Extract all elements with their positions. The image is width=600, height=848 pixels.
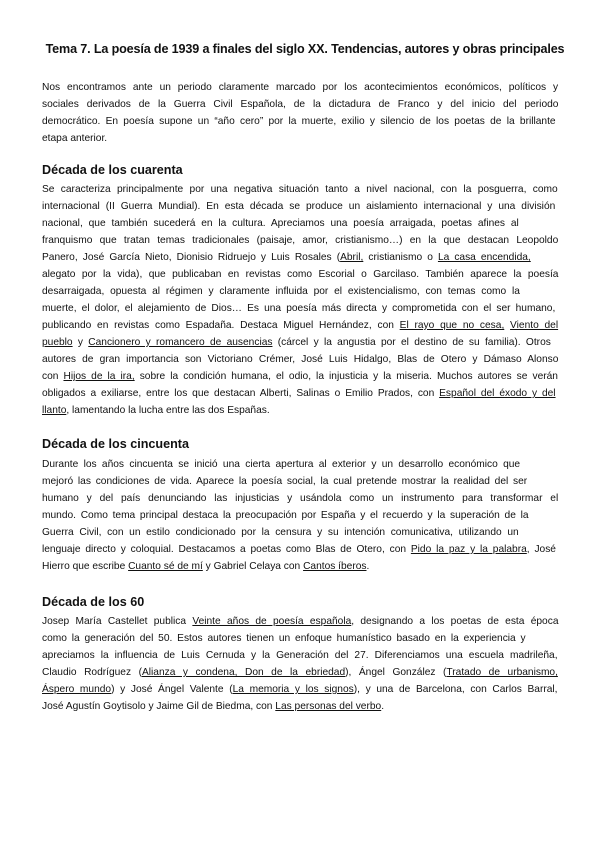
book-title: Veinte años de poesía española — [192, 616, 352, 627]
text-line: Josep María Castellet publica Veinte años de poesía española, designando a los poetas de esta época — [42, 616, 559, 627]
text-line: Durante los años cincuenta se inició una cierta apertura al exterior y un desarrollo económico que — [42, 459, 521, 470]
section-heading-cincuenta: Década de los cincuenta — [42, 437, 189, 451]
book-title: El rayo que no cesa, — [399, 320, 505, 331]
book-title: Alianza y condena, Don de la ebriedad — [141, 667, 346, 678]
book-title: Tratado de urbanismo, — [446, 667, 558, 678]
book-title: pueblo — [42, 337, 73, 348]
section-heading-cuarenta: Década de los cuarenta — [42, 163, 183, 177]
text-line: internacional (II Guerra Mundial). En esta década se produce un aislamiento internacional y una división — [42, 201, 556, 212]
book-title: Viento del — [510, 320, 559, 331]
book-title: Español del éxodo y del — [439, 388, 556, 399]
text-line: con Hijos de la ira, sobre la condición humana, el odio, la injusticia y la miseria. Muchos autores se verán — [42, 371, 558, 382]
text-line: humano y del país denunciando las injusticias y usándola como un instrumento para transformar el — [42, 493, 559, 504]
text-line: Panero, José García Nieto, Dionisio Ridruejo y Luis Rosales (Abril, cristianismo o La casa encendida, — [42, 252, 531, 263]
text-line: muerte, el dolor, el alejamiento de Dios… Es una poesía más directa y comprometida con el ser humano, — [42, 303, 556, 314]
text-line: democrático. En poesía supone un “año cero” por la muerte, exilio y silencio de los poetas de la brillante — [42, 116, 556, 127]
text-line: apreciamos la influencia de Luis Cernuda y la Generación del 27. Diferenciamos una escuela madrileña, — [42, 650, 558, 661]
text-line: mejoró las condiciones de vida. Aparece la poesía social, la cual pretende mostrar la realidad del ser — [42, 476, 528, 487]
book-title: Pido la paz y la palabra — [410, 544, 527, 555]
intro-paragraph — [42, 79, 558, 147]
book-title: La memoria y los signos — [232, 684, 354, 695]
text-line: como la generación del 50. Estos autores tienen un enfoque humanístico basado en la experiencia y — [42, 633, 526, 644]
book-title: La casa encendida, — [437, 252, 531, 263]
text-line: desarraigada, opuesta al régimen y claramente influida por el existencialismo, con temas como la — [42, 286, 520, 297]
text-line: Claudio Rodríguez (Alianza y condena, Don de la ebriedad), Ángel González (Tratado de urbanismo, — [42, 667, 558, 678]
book-title: Cantos íberos — [303, 561, 367, 572]
text-line: Áspero mundo) y José Ángel Valente (La memoria y los signos), y una de Barcelona, con Carlos Barral, — [42, 684, 558, 695]
text-line: llanto, lamentando la lucha entre las dos Españas. — [42, 405, 270, 416]
book-title: llanto — [42, 405, 67, 416]
text-line: obligados a exiliarse, entre los que destacan Alberti, Salinas o Emilio Prados, con Español del éxodo y del — [42, 388, 556, 399]
text-line: nacional, que también sucederá en la cultura. Apreciamos una poesía arraigada, poetas afines al — [42, 218, 519, 229]
text-line: autores de gran importancia son Victoriano Crémer, José Luis Hidalgo, Blas de Otero y Dámaso Alonso — [42, 354, 559, 365]
section-paragraph-60 — [42, 613, 558, 715]
text-line: sociales derivados de la Guerra Civil Española, de la dictadura de Franco y del inicio del periodo — [42, 99, 559, 110]
text-line: Guerra Civil, con un estilo condicionado por la censura y su intención comunicativa, utilizando un — [42, 527, 519, 538]
book-title: Cuanto sé de mí — [128, 561, 203, 572]
page-title: Tema 7. La poesía de 1939 a finales del siglo XX. Tendencias, autores y obras principales — [45, 42, 565, 56]
section-paragraph-cincuenta — [42, 456, 558, 575]
book-title: Abril, — [340, 252, 364, 263]
text-line: alegato por la vida), que publicaban en revistas como Escorial o Garcilaso. También aparece la poesía — [42, 269, 559, 280]
text-line: franquismo que tratan temas tradicionales (paisaje, amor, cristianismo…) en la que destacan Leopoldo — [42, 235, 559, 246]
section-heading-60: Década de los 60 — [42, 595, 145, 609]
section-paragraph-cuarenta — [42, 181, 558, 419]
book-title: Hijos de la ira, — [63, 371, 135, 382]
book-title: Cancionero y romancero de ausencias — [88, 337, 273, 348]
text-line: publicando en revistas como Espadaña. Destaca Miguel Hernández, con El rayo que no cesa, Viento del — [42, 320, 559, 331]
text-line: etapa anterior. — [42, 133, 108, 144]
text-line: pueblo y Cancionero y romancero de ausencias (cárcel y la angustia por el destino de su familia). Otros — [42, 337, 551, 348]
text-line: Hierro que escribe Cuanto sé de mí y Gabriel Celaya con Cantos íberos. — [42, 561, 370, 572]
text-line: Se caracteriza principalmente por una negativa situación tanto a nivel nacional, con la posguerra, como — [42, 184, 558, 195]
book-title: Las personas del verbo — [275, 701, 382, 712]
text-line: Nos encontramos ante un periodo claramente marcado por los acontecimientos económicos, políticos y — [42, 82, 559, 93]
book-title: Áspero mundo — [42, 684, 112, 695]
text-line: José Agustín Goytisolo y Jaime Gil de Biedma, con Las personas del verbo. — [42, 701, 385, 712]
text-line: mundo. Como tema principal destaca la preocupación por España y el recuerdo y la superación de la — [42, 510, 529, 521]
text-line: lenguaje directo y coloquial. Destacamos a poetas como Blas de Otero, con Pido la paz y la palabra, José — [42, 544, 556, 555]
